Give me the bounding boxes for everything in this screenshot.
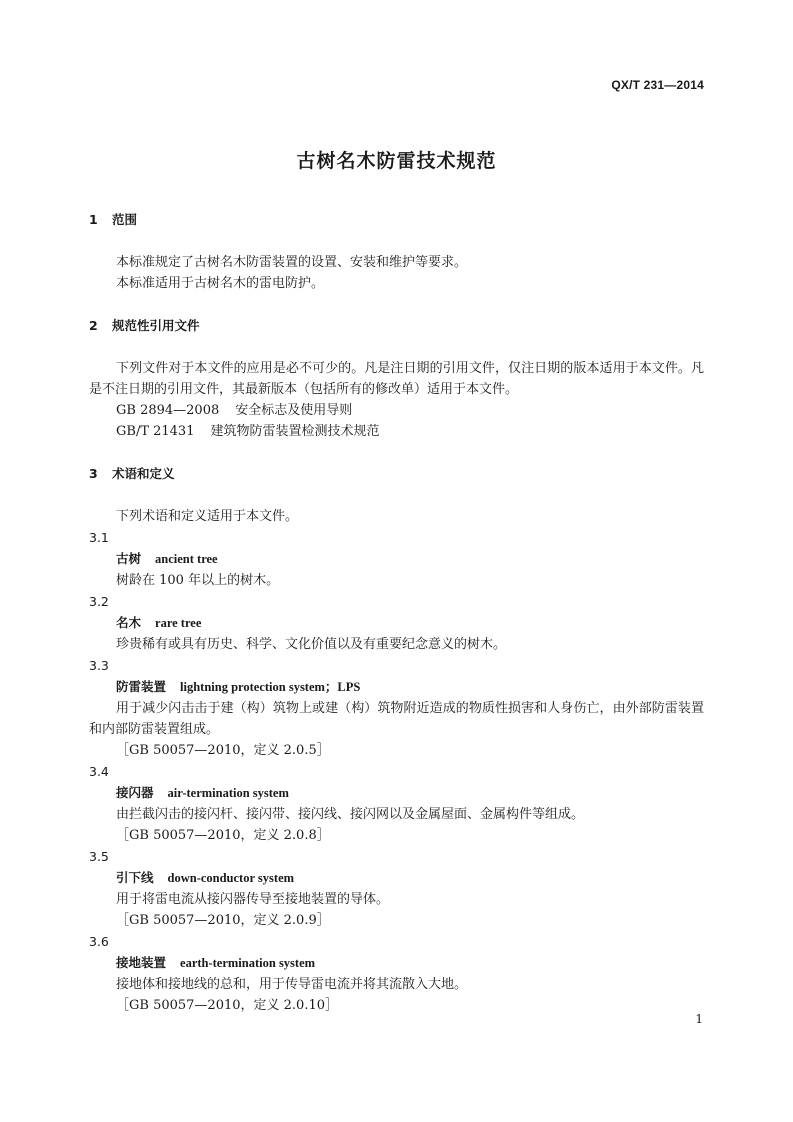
term-definition: 用于将雷电流从接闪器传导至接地装置的导体。 bbox=[116, 892, 390, 907]
reference-item bbox=[89, 400, 704, 421]
document-body bbox=[89, 210, 704, 1016]
terms-intro: 下列术语和定义适用于本文件。 bbox=[116, 509, 299, 524]
reference-id: GB/T 21431 bbox=[116, 424, 195, 439]
section-title: 范围 bbox=[112, 212, 138, 227]
reference-id: GB 2894—2008 bbox=[116, 403, 220, 418]
references-paragraph: 下列文件对于本文件的应用是必不可少的。凡是注日期的引用文件，仅注日期的版本适用于本文件。凡是不注日期的引用文件，其最新版本（包括所有的修改单）适用于本文件。 bbox=[89, 361, 704, 397]
term-number: 3.2 bbox=[89, 594, 109, 609]
term-definition: 接地体和接地线的总和，用于传导雷电流并将其流散入大地。 bbox=[116, 977, 468, 992]
scope-paragraph: 本标准适用于古树名木的雷电防护。 bbox=[116, 276, 325, 291]
term-number: 3.6 bbox=[89, 934, 109, 949]
term-name-en: ancient tree bbox=[155, 552, 218, 566]
term-name-en: rare tree bbox=[155, 616, 202, 630]
term-number: 3.1 bbox=[89, 530, 109, 545]
section-title: 规范性引用文件 bbox=[112, 318, 200, 333]
term-number: 3.3 bbox=[89, 658, 109, 673]
term-name-zh: 古树 bbox=[116, 551, 142, 566]
term-name-zh: 名木 bbox=[116, 615, 142, 630]
term-source: ［GB 50057—2010，定义 2.0.5］ bbox=[116, 743, 330, 758]
term-name-en: down-conductor system bbox=[167, 871, 295, 885]
term-name-zh: 防雷装置 bbox=[116, 679, 167, 694]
term-definition: 由拦截闪击的接闪杆、接闪带、接闪线、接闪网以及金属屋面、金属构件等组成。 bbox=[116, 807, 585, 822]
term-heading bbox=[89, 867, 704, 889]
reference-title: 安全标志及使用导则 bbox=[235, 403, 353, 418]
reference-item bbox=[89, 421, 704, 442]
section-heading-normative-references bbox=[89, 316, 704, 336]
term-definition: 树龄在 100 年以上的树木。 bbox=[116, 573, 280, 588]
document-title: 古树名木防雷技术规范 bbox=[296, 150, 497, 172]
standard-code: QX/T 231—2014 bbox=[611, 78, 704, 92]
term-source: ［GB 50057—2010，定义 2.0.9］ bbox=[116, 913, 330, 928]
term-heading bbox=[89, 676, 704, 698]
term-name-en: air-termination system bbox=[167, 786, 289, 800]
term-heading bbox=[89, 952, 704, 974]
term-heading bbox=[89, 782, 704, 804]
scope-paragraph: 本标准规定了古树名木防雷装置的设置、安装和维护等要求。 bbox=[116, 255, 468, 270]
section-number: 1 bbox=[89, 212, 98, 227]
term-number: 3.5 bbox=[89, 849, 109, 864]
section-title: 术语和定义 bbox=[112, 466, 175, 481]
term-source: ［GB 50057—2010，定义 2.0.10］ bbox=[116, 998, 338, 1013]
section-number: 3 bbox=[89, 466, 98, 481]
term-name-zh: 接闪器 bbox=[116, 785, 154, 800]
section-number: 2 bbox=[89, 318, 98, 333]
section-heading-terms bbox=[89, 464, 704, 484]
term-name-en: lightning protection system；LPS bbox=[180, 680, 361, 694]
term-name-en: earth-termination system bbox=[180, 956, 316, 970]
section-heading-scope bbox=[89, 210, 704, 230]
term-number: 3.4 bbox=[89, 764, 109, 779]
term-name-zh: 引下线 bbox=[116, 870, 154, 885]
term-source: ［GB 50057—2010，定义 2.0.8］ bbox=[116, 828, 330, 843]
term-name-zh: 接地装置 bbox=[116, 955, 167, 970]
term-definition: 珍贵稀有或具有历史、科学、文化价值以及有重要纪念意义的树木。 bbox=[116, 637, 507, 652]
term-heading bbox=[89, 612, 704, 634]
term-definition: 用于减少闪击击于建（构）筑物上或建（构）筑物附近造成的物质性损害和人身伤亡，由外部防雷装置和内部防雷装置组成。 bbox=[89, 701, 704, 737]
term-heading bbox=[89, 548, 704, 570]
page-number: 1 bbox=[695, 1012, 703, 1026]
reference-title: 建筑物防雷装置检测技术规范 bbox=[210, 424, 380, 439]
